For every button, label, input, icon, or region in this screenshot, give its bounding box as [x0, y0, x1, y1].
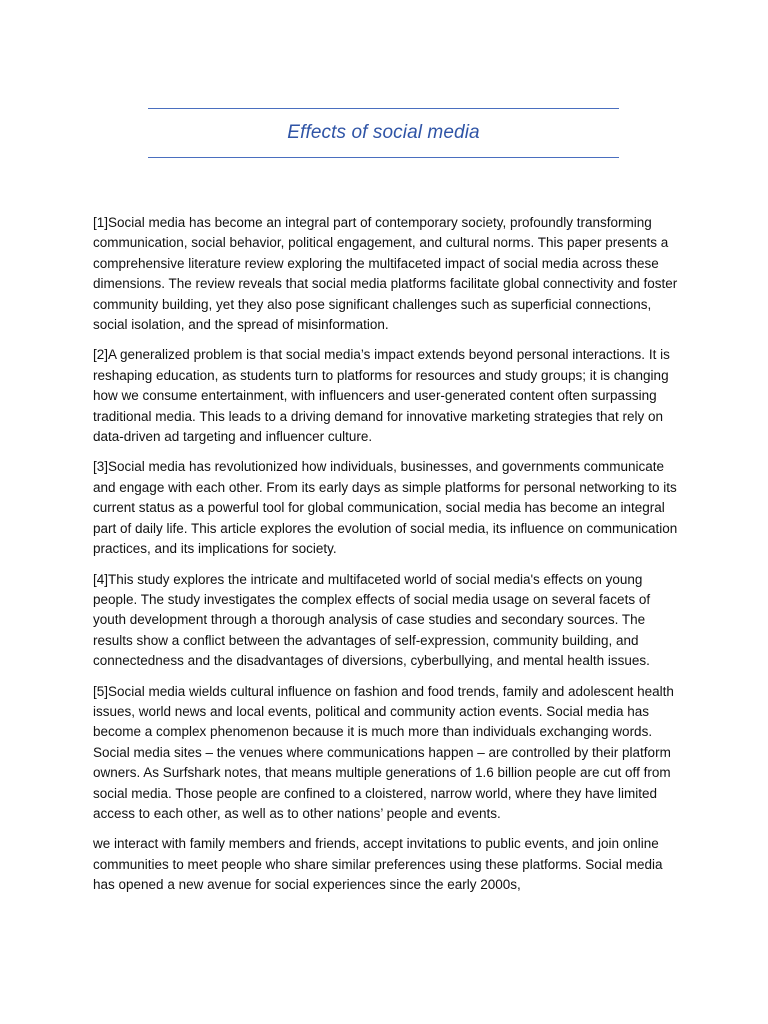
document-body [93, 213, 679, 906]
document-title: Effects of social media [287, 122, 480, 143]
paragraph-3: [3]Social media has revolutionized how individuals, businesses, and governments communicate and engage with each other. From its early days as simple platforms for personal networking to its current status as a powerful tool for global communication, social media has become an integral part of daily life. This article explores the evolution of social media, its influence on communication practices, and its implications for society. [93, 459, 678, 557]
paragraph-6: we interact with family members and friends, accept invitations to public events, and join online communities to meet people who share similar preferences using these platforms. Social media has opened a new avenue for social experiences since the early 2000s, [93, 836, 663, 893]
paragraph-1: [1]Social media has become an integral part of contemporary society, profoundly transforming communication, social behavior, political engagement, and cultural norms. This paper presents a comprehensive literature review exploring the multifaceted impact of social media across these dimensions. The review reveals that social media platforms facilitate global connectivity and foster community building, yet they also pose significant challenges such as superficial connections, social isolation, and the spread of misinformation. [93, 215, 678, 333]
paragraph-4: [4]This study explores the intricate and multifaceted world of social media's effects on young people. The study investigates the complex effects of social media usage on several facets of youth development through a thorough analysis of case studies and secondary sources. The results show a conflict between the advantages of self-expression, community building, and connectedness and the disadvantages of diversions, cyberbullying, and mental health issues. [93, 571, 651, 669]
title-block [148, 108, 619, 158]
paragraph-5: [5]Social media wields cultural influence on fashion and food trends, family and adolescent health issues, world news and local events, political and community action events. Social media has become a complex phenomenon because it is much more than individuals exchanging words. Social media sites – the venues where communications happen – are controlled by their platform owners. As Surfshark notes, that means multiple generations of 1.6 billion people are cut off from social media. Those people are confined to a cloistered, narrow world, where they have limited access to each other, as well as to other nations’ people and events. [93, 683, 674, 821]
paragraph-2: [2]A generalized problem is that social media’s impact extends beyond personal interactions. It is reshaping education, as students turn to platforms for resources and study groups; it is changing how we consume entertainment, with influencers and user-generated content often surpassing traditional media. This leads to a driving demand for innovative marketing strategies that rely on data-driven ad targeting and influencer culture. [93, 347, 670, 445]
